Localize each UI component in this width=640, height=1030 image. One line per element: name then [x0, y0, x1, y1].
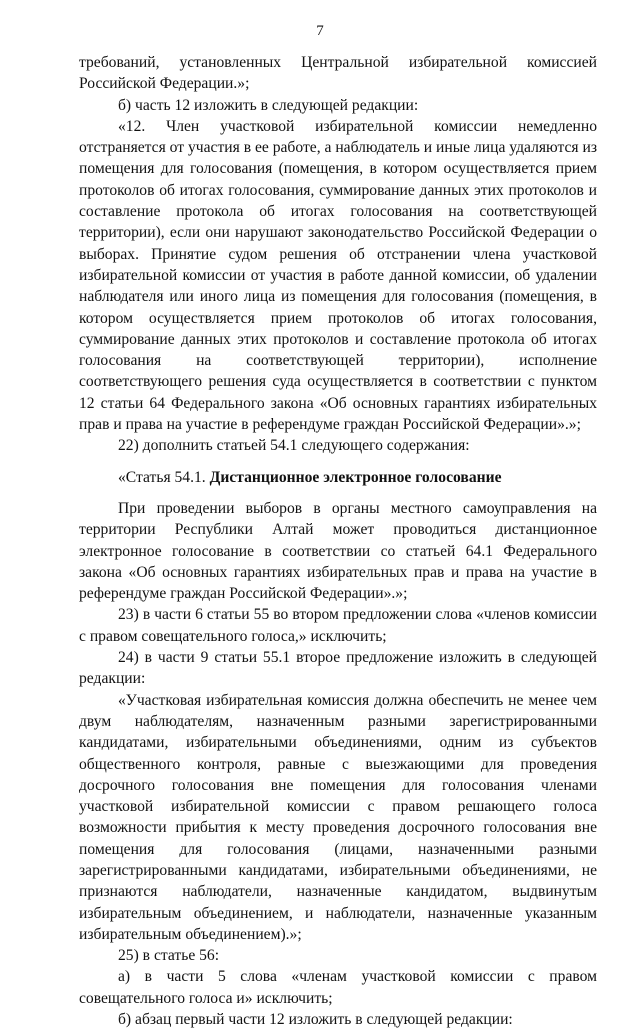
article-heading-prefix: «Статья 54.1.: [118, 468, 210, 486]
paragraph-continuation: требований, установленных Центральной избирательной комиссией Российской Федерации.»;: [79, 54, 597, 93]
article-heading-title: Дистанционное электронное голосование: [209, 468, 502, 486]
paragraph-item-25-a: а) в части 5 слова «членам участковой комиссии с правом совещательного голоса и» исключить;: [79, 968, 597, 1007]
article-heading: [79, 467, 597, 488]
paragraph-item-22: 22) дополнить статьей 54.1 следующего содержания:: [118, 437, 470, 455]
paragraph-part-12-intro: б) часть 12 изложить в следующей редакции:: [118, 96, 419, 114]
paragraph-item-24-text: «Участковая избирательная комиссия должна обеспечить не менее чем двум наблюдателям, назначенным разными зарегистрированными кандидатами, избирательными объединениями, одним из субъектов общественного контроля, равные с выезжающими для проведения досрочного голосования вне помещения для голосования членами участковой избирательной комиссии с правом решающего голоса возможности прибытия к месту проведения досрочного голосования вне помещения для голосования (лицами, назначенными разными зарегистрированными кандидатами, избирательными объединениями, не признаются наблюдатели, назначенные кандидатом, выдвинутым избирательным объединением, и наблюдатели, назначенные указанным избирательным объединением).»;: [79, 691, 597, 943]
paragraph-item-25-b: б) абзац первый части 12 изложить в следующей редакции:: [118, 1011, 513, 1029]
document-body: [79, 52, 597, 1030]
paragraph-article-54-1-text: При проведении выборов в органы местного самоуправления на территории Республики Алтай может проводиться дистанционное электронное голосование в соответствии со статьей 64.1 Федерального закона «Об основных гарантиях избирательных прав и права на участие в референдуме граждан Российской Федерации».»;: [79, 499, 597, 603]
page-number: 7: [316, 23, 324, 39]
paragraph-item-25: 25) в статье 56:: [118, 947, 220, 965]
paragraph-part-12-text: «12. Член участковой избирательной комиссии немедленно отстраняется от участия в ее работе, а наблюдатель и иные лица удаляются из помещения для голосования (помещения, в котором осуществляется прием протоколов об итогах голосования, суммирование данных этих протоколов и составление протокола об итогах голосования на соответствующей территории), если они нарушают законодательство Российской Федерации о выборах. Принятие судом решения об отстранении члена участковой избирательной комиссии от участия в работе данной комиссии, об удалении наблюдателя или иного лица из помещения для голосования (помещения, в котором осуществляется прием протоколов об итогах голосования, суммирование данных этих протоколов и составление протокола об итогах голосования на соответствующей территории), исполнение соответствующего решения суда осуществляется в соответствии с пунктом 12 статьи 64 Федерального закона «Об основных гарантиях избирательных прав и права на участие в референдуме граждан Российской Федерации».»;: [79, 117, 597, 434]
paragraph-item-23: 23) в части 6 статьи 55 во втором предложении слова «членов комиссии с правом совещательного голоса,» исключить;: [79, 606, 597, 645]
paragraph-item-24: 24) в части 9 статьи 55.1 второе предложение изложить в следующей редакции:: [79, 649, 597, 688]
